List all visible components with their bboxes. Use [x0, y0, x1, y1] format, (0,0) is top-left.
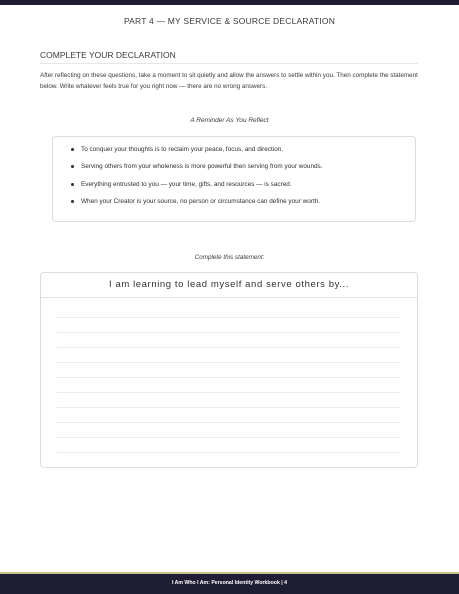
writing-line[interactable] [57, 452, 401, 453]
writing-line[interactable] [57, 407, 401, 408]
top-accent-bar [0, 0, 459, 5]
section-title: COMPLETE YOUR DECLARATION [40, 50, 418, 64]
reminder-box [52, 136, 416, 222]
reminder-item [71, 181, 415, 189]
writing-line[interactable] [57, 317, 401, 318]
reminder-item-text: Serving others from your wholeness is more powerful then serving from your wounds. [81, 163, 323, 171]
reminder-item-text: To conquer your thoughts is to reclaim your peace, focus, and direction. [81, 146, 284, 153]
writing-line[interactable] [57, 362, 401, 363]
part-title: PART 4 — MY SERVICE & SOURCE DECLARATION [123, 16, 336, 26]
writing-line[interactable] [57, 392, 401, 393]
statement-prompt: I am learning to lead myself and serve others by... [41, 273, 417, 298]
bullet-icon [71, 165, 74, 168]
reminder-item [71, 163, 415, 171]
reminder-item-text: When your Creator is your source, no person or circumstance can define your worth. [81, 197, 321, 205]
reminder-item-text: Everything entrusted to you — your time, gifts, and resources — is sacred. [81, 180, 292, 188]
writing-line[interactable] [57, 332, 401, 333]
writing-line[interactable] [57, 437, 401, 438]
reminder-list [53, 137, 415, 206]
bullet-icon [71, 148, 74, 151]
writing-line[interactable] [57, 377, 401, 378]
reminder-item [71, 146, 415, 154]
complete-statement-heading: Complete this statement: [194, 254, 265, 261]
bullet-icon [71, 200, 74, 203]
footer-text: I Am Who I Am: Personal Identity Workbook | 4 [171, 580, 288, 586]
intro-paragraph: After reflecting on these questions, take a moment to sit quietly and allow the answers to settle within you. Then complete the statement below. Write whatever feels true for you right now — there are no wrong answers. [40, 72, 418, 90]
reminder-item [71, 198, 415, 206]
writing-line[interactable] [57, 347, 401, 348]
writing-line[interactable] [57, 422, 401, 423]
reminder-heading: A Reminder As You Reflect [190, 117, 269, 124]
statement-box[interactable] [40, 272, 418, 468]
bullet-icon [71, 183, 74, 186]
footer-bar [0, 572, 459, 594]
